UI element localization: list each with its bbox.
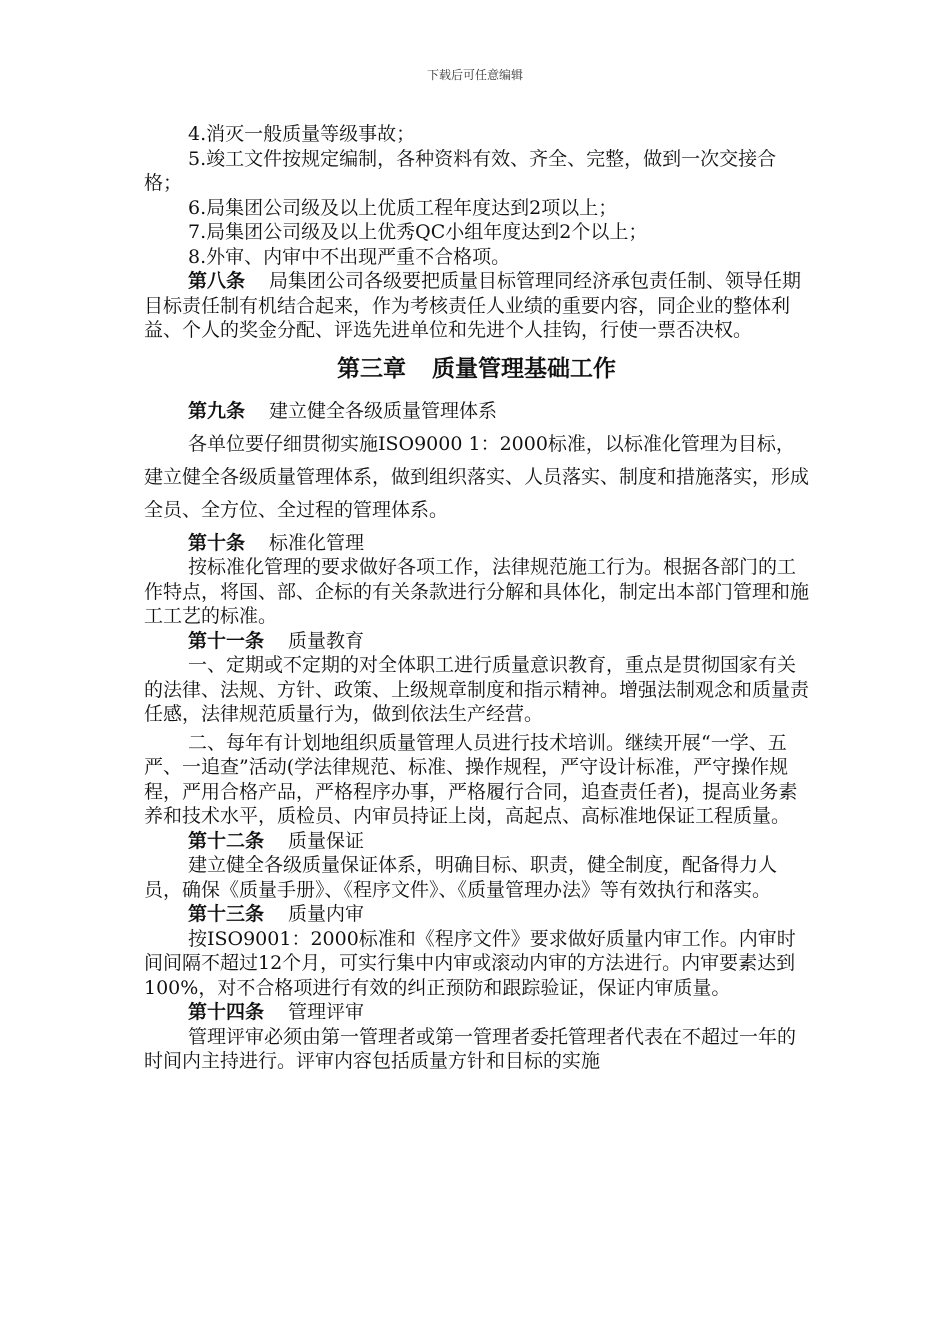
article-14-title: 管理评审 — [288, 1001, 365, 1023]
goal-item-6: 6.局集团公司级及以上优质工程年度达到2项以上； — [188, 196, 618, 219]
goal-item-7: 7.局集团公司级及以上优秀QC小组年度达到2个以上； — [188, 221, 648, 243]
article-13-heading — [144, 902, 809, 927]
article-11-title: 质量教育 — [288, 629, 365, 652]
article-8-text: 局集团公司各级要把质量目标管理同经济承包责任制、领导任期目标责任制有机结合起来，作为考核责任人业绩的重要内容，同企业的整体利益、个人的奖金分配、评选先进单位和先进个人挂钩，行使一票否决权。 — [144, 270, 802, 341]
article-11-para-1: 一、定期或不定期的对全体职工进行质量意识教育，重点是贯彻国家有关的法律、法规、方针、政策、上级规章制度和指示精神。增强法制观念和质量责任感，法律规范质量行为，做到依法生产经营。 — [144, 654, 810, 725]
article-12-body: 建立健全各级质量保证体系，明确目标、职责，健全制度，配备得力人员，确保《质量手册》、《程序文件》、《质量管理办法》等有效执行和落实。 — [144, 854, 778, 901]
article-10-title: 标准化管理 — [269, 531, 365, 554]
article-11-heading — [144, 629, 809, 654]
goal-item-4: 4.消灭一般质量等级事故； — [188, 123, 416, 145]
chapter-number: 第三章 — [337, 355, 406, 382]
article-10-label: 第十条 — [188, 531, 246, 554]
article-9-title: 建立健全各级质量管理体系 — [269, 399, 498, 422]
goal-item-5: 5.竣工文件按规定编制，各种资料有效、齐全、完整，做到一次交接合格； — [144, 147, 777, 194]
article-9-body: 各单位要仔细贯彻实施ISO9000 1：2000标准，以标准化管理为目标，建立健全各级质量管理体系，做到组织落实、人员落实、制度和措施落实，形成全员、全方位、全过程的管理体系。 — [144, 432, 810, 521]
article-10-heading — [144, 531, 809, 556]
article-11-para-2: 二、每年有计划地组织质量管理人员进行技术培训。继续开展“一学、五严、一追查”活动(学法律规范、标准、操作规程，严守设计标准，严守操作规程，严用合格产品，严格程序办事，严格履行合同，追查责任者)，提高业务素养和技术水平，质检员、内审员持证上岗，高起点、高标准地保证工程质量。 — [144, 731, 798, 827]
article-13-label: 第十三条 — [188, 903, 265, 925]
article-14-body: 管理评审必须由第一管理者或第一管理者委托管理者代表在不超过一年的时间内主持进行。评审内容包括质量方针和目标的实施 — [144, 1025, 797, 1072]
article-13-body: 按ISO9001：2000标准和《程序文件》要求做好质量内审工作。内审时间间隔不超过12个月，可实行集中内审或滚动内审的方法进行。内审要素达到100%，对不合格项进行有效的纠正预防和跟踪验证，保证内审质量。 — [144, 927, 796, 999]
article-11-label: 第十一条 — [188, 629, 265, 652]
article-14-heading — [144, 1000, 809, 1025]
article-12-label: 第十二条 — [188, 829, 265, 852]
header-note: 下载后可任意编辑 — [426, 68, 523, 82]
article-14-label: 第十四条 — [188, 1001, 265, 1023]
article-13-title: 质量内审 — [288, 903, 365, 925]
article-12-heading — [144, 829, 809, 854]
article-9-heading — [144, 395, 809, 428]
chapter-title: 质量管理基础工作 — [432, 355, 616, 382]
article-8 — [144, 269, 809, 343]
article-8-label: 第八条 — [188, 270, 246, 292]
document-body — [144, 122, 809, 1074]
chapter-heading — [144, 353, 809, 385]
article-9-label: 第九条 — [188, 399, 246, 422]
article-10-body: 按标准化管理的要求做好各项工作，法律规范施工行为。根据各部门的工作特点，将国、部、企标的有关条款进行分解和具体化，制定出本部门管理和施工工艺的标准。 — [144, 556, 810, 627]
article-12-title: 质量保证 — [288, 829, 365, 852]
goal-item-8: 8.外审、内审中不出现严重不合格项。 — [188, 245, 511, 268]
